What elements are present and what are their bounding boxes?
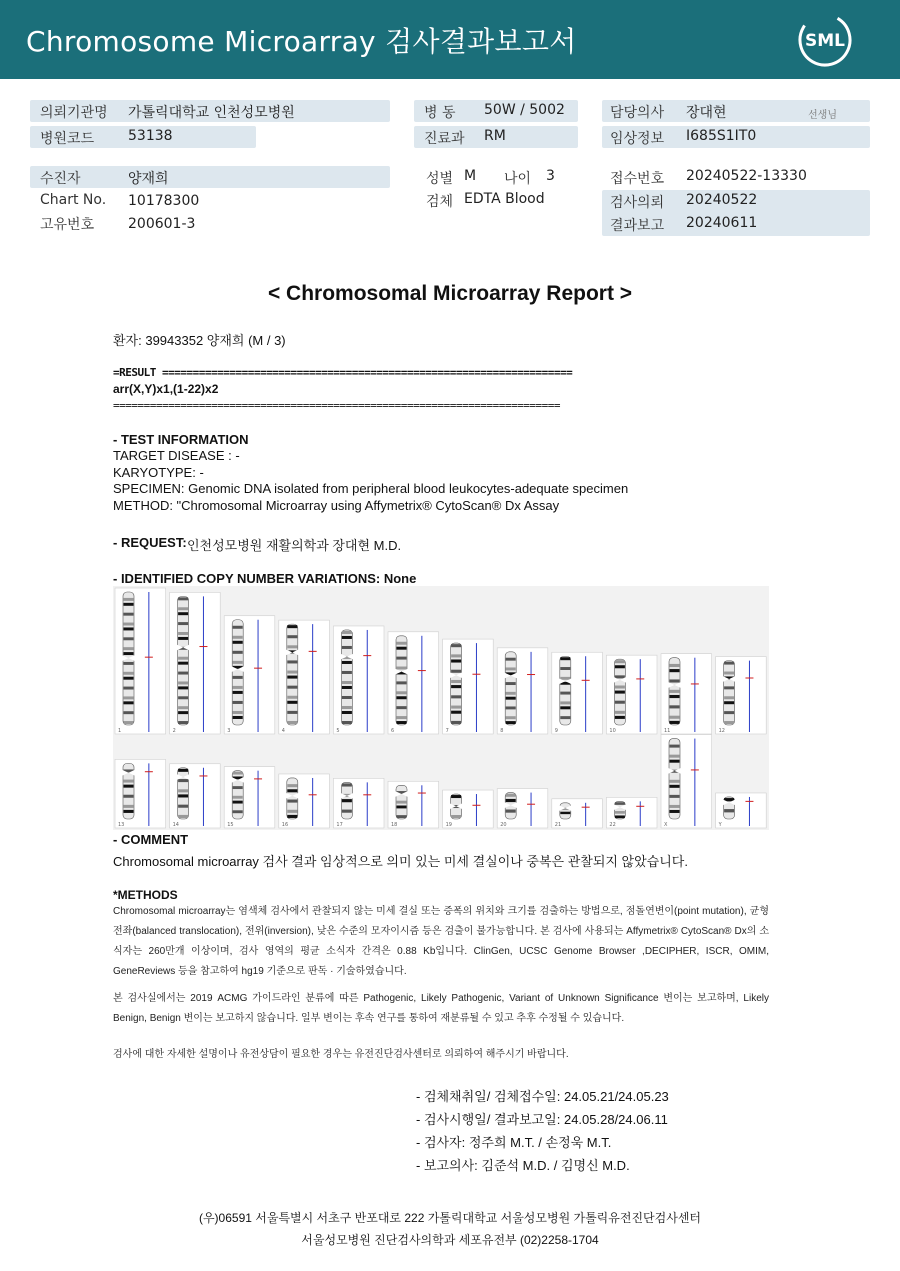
band bbox=[451, 706, 461, 709]
karyotype: KARYOTYPE: - bbox=[113, 465, 204, 480]
request-heading: - REQUEST: bbox=[113, 535, 187, 550]
band bbox=[397, 657, 407, 660]
band bbox=[178, 637, 188, 640]
band bbox=[670, 745, 680, 748]
test-info-heading: - TEST INFORMATION bbox=[113, 432, 249, 447]
chromosome-cell-13 bbox=[115, 759, 166, 828]
band bbox=[233, 686, 243, 689]
band bbox=[670, 760, 680, 763]
band bbox=[397, 716, 407, 719]
patient-value: 양재희 bbox=[128, 171, 169, 187]
band bbox=[615, 660, 625, 663]
band bbox=[287, 635, 297, 638]
band bbox=[233, 661, 243, 664]
chromosome-label: 8 bbox=[500, 728, 504, 734]
footer-address: (우)06591 서울특별시 서초구 반포대로 222 가톨릭대학교 서울성모병원 가톨릭유전진단검사센터 bbox=[198, 1211, 702, 1225]
clinical-label: 임상정보 bbox=[610, 131, 665, 147]
chromosome-cell-1 bbox=[115, 588, 166, 734]
sex-value: M bbox=[464, 168, 477, 184]
band bbox=[287, 701, 297, 704]
band bbox=[124, 637, 134, 640]
band bbox=[287, 671, 297, 674]
band bbox=[670, 721, 680, 724]
band bbox=[670, 669, 680, 672]
band bbox=[124, 627, 134, 630]
band bbox=[233, 651, 243, 654]
chromosome-label: 14 bbox=[172, 822, 179, 828]
band bbox=[287, 645, 297, 648]
band bbox=[451, 654, 461, 657]
band bbox=[178, 711, 188, 714]
band bbox=[397, 801, 407, 804]
chromosome-label: 15 bbox=[227, 822, 234, 828]
band bbox=[178, 696, 188, 699]
band bbox=[233, 711, 243, 714]
band bbox=[124, 652, 134, 655]
band bbox=[506, 658, 516, 661]
chromosome-label: 19 bbox=[445, 822, 452, 828]
band bbox=[670, 785, 680, 788]
band bbox=[287, 789, 297, 792]
institution-value: 가톨릭대학교 인천성모병원 bbox=[128, 105, 295, 121]
band bbox=[670, 716, 680, 719]
band bbox=[506, 716, 516, 719]
band bbox=[178, 632, 188, 635]
unique-label: 고유번호 bbox=[40, 217, 95, 233]
band bbox=[287, 660, 297, 663]
band bbox=[615, 716, 625, 719]
band bbox=[342, 783, 352, 786]
ward-label: 병 동 bbox=[424, 105, 456, 121]
chart-value: 10178300 bbox=[128, 193, 200, 209]
report-title: < Chromosomal Microarray Report > bbox=[267, 282, 633, 305]
band bbox=[233, 641, 243, 644]
chromosome-label: X bbox=[664, 822, 668, 828]
chromosome-label: 6 bbox=[391, 728, 395, 734]
band bbox=[560, 812, 570, 814]
band bbox=[178, 721, 188, 724]
chromosome-label: 17 bbox=[336, 822, 343, 828]
target-disease: TARGET DISEASE : - bbox=[113, 448, 240, 463]
band bbox=[287, 815, 297, 818]
band bbox=[670, 679, 680, 682]
patient-line: 환자: 39943352 양재희 (M / 3) bbox=[113, 333, 286, 348]
band bbox=[342, 810, 352, 813]
band bbox=[342, 706, 352, 709]
band bbox=[670, 755, 680, 758]
chromosome-label: Y bbox=[718, 822, 722, 828]
request-value: 20240522 bbox=[686, 192, 758, 208]
band bbox=[178, 597, 188, 600]
band bbox=[451, 695, 461, 698]
band bbox=[287, 696, 297, 699]
band bbox=[124, 810, 134, 813]
band bbox=[233, 676, 243, 679]
band bbox=[178, 706, 188, 709]
band bbox=[451, 644, 461, 647]
clinical-value: I685S1IT0 bbox=[686, 128, 757, 144]
band bbox=[615, 675, 625, 678]
chromosome-5 bbox=[341, 630, 352, 725]
sex-label: 성별 bbox=[426, 171, 454, 187]
band bbox=[506, 721, 516, 724]
band bbox=[560, 667, 570, 670]
chromosome-3 bbox=[232, 620, 243, 725]
band bbox=[724, 721, 734, 724]
band bbox=[724, 809, 734, 812]
band bbox=[233, 626, 243, 629]
band bbox=[233, 796, 243, 799]
request-value-text: 인천성모병원 재활의학과 장대현 M.D. bbox=[187, 538, 402, 553]
chromosome-cell-9 bbox=[552, 652, 603, 734]
band bbox=[178, 779, 188, 782]
chromosome-label: 2 bbox=[172, 728, 176, 734]
band bbox=[451, 795, 461, 798]
band bbox=[615, 711, 625, 714]
band bbox=[233, 701, 243, 704]
chromosome-cell-16 bbox=[279, 774, 330, 828]
band bbox=[233, 801, 243, 804]
unique-value: 200601-3 bbox=[128, 216, 196, 232]
hospital-code-value: 53138 bbox=[128, 128, 173, 144]
band bbox=[124, 623, 134, 626]
doctor-suffix: 선생님 bbox=[808, 110, 837, 121]
band bbox=[560, 692, 570, 695]
band bbox=[615, 802, 625, 805]
band bbox=[342, 696, 352, 699]
band bbox=[342, 681, 352, 684]
band bbox=[670, 664, 680, 667]
band bbox=[670, 780, 680, 783]
band bbox=[178, 769, 188, 772]
band bbox=[124, 805, 134, 808]
chromosome-label: 22 bbox=[609, 822, 616, 828]
chromosome-label: 7 bbox=[445, 728, 449, 734]
dept-value: RM bbox=[484, 128, 506, 144]
band bbox=[178, 686, 188, 689]
band bbox=[178, 681, 188, 684]
chromosome-12 bbox=[724, 661, 735, 725]
band bbox=[397, 681, 407, 684]
chromosome-label: 21 bbox=[554, 822, 562, 828]
band bbox=[342, 671, 352, 674]
reporting-doctor-line: - 보고의사: 김준석 M.D. / 김명신 M.D. bbox=[416, 1158, 630, 1173]
report-date-value: 20240611 bbox=[686, 215, 758, 231]
band bbox=[506, 794, 516, 797]
chromosome-cell-18 bbox=[388, 781, 439, 828]
band bbox=[506, 667, 516, 670]
band bbox=[506, 706, 516, 709]
band bbox=[233, 691, 243, 694]
dept-label: 진료과 bbox=[424, 131, 465, 147]
band bbox=[287, 676, 297, 679]
band bbox=[397, 647, 407, 650]
methods-heading: *METHODS bbox=[113, 888, 178, 902]
band bbox=[124, 647, 134, 650]
cnv-heading: - IDENTIFIED COPY NUMBER VARIATIONS: None bbox=[113, 571, 417, 586]
chromosome-label: 5 bbox=[336, 728, 340, 734]
band bbox=[560, 701, 570, 704]
chromosome-cell-Y bbox=[716, 793, 767, 828]
band bbox=[670, 805, 680, 808]
band bbox=[124, 603, 134, 606]
band bbox=[724, 701, 734, 704]
method-text: METHOD: "Chromosomal Microarray using Affymetrix® CytoScan® Dx Assay bbox=[113, 498, 560, 513]
band bbox=[287, 686, 297, 689]
band bbox=[397, 706, 407, 709]
chromosome-cell-3 bbox=[224, 616, 275, 734]
chromosome-cell-X bbox=[661, 735, 712, 828]
band bbox=[397, 721, 407, 724]
band bbox=[560, 716, 570, 719]
chromosome-cell-10 bbox=[606, 655, 657, 734]
band bbox=[670, 795, 680, 798]
chromosome-4 bbox=[287, 624, 298, 725]
chart-label: Chart No. bbox=[40, 192, 107, 208]
chromosome-label: 9 bbox=[554, 728, 558, 734]
chromosome-label: 12 bbox=[718, 728, 725, 734]
band bbox=[451, 680, 461, 683]
band bbox=[342, 646, 352, 649]
band bbox=[124, 785, 134, 788]
result-value: arr(X,Y)x1,(1-22)x2 bbox=[113, 382, 219, 396]
doctor-label: 담당의사 bbox=[610, 105, 665, 121]
institution-label: 의뢰기관명 bbox=[40, 105, 108, 121]
band bbox=[233, 636, 243, 639]
chromosome-2 bbox=[178, 596, 189, 725]
chromosome-label: 13 bbox=[118, 822, 125, 828]
report-date-label: 결과보고 bbox=[610, 218, 665, 234]
band bbox=[178, 607, 188, 610]
sml-logo-icon bbox=[798, 13, 852, 67]
band bbox=[124, 672, 134, 675]
band bbox=[287, 810, 297, 813]
chromosome-cell-12 bbox=[716, 657, 767, 734]
band bbox=[615, 685, 625, 688]
band bbox=[342, 799, 352, 802]
footer-contact: 서울성모병원 진단검사의학과 세포유전부 (02)2258-1704 bbox=[301, 1233, 599, 1247]
band bbox=[342, 686, 352, 689]
chromosome-label: 3 bbox=[227, 728, 231, 734]
band bbox=[342, 636, 352, 639]
band bbox=[615, 815, 625, 818]
comment-text: Chromosomal microarray 검사 결과 임상적으로 의미 있는 미세 결실이나 중복은 관찰되지 않았습니다. bbox=[113, 854, 688, 869]
band bbox=[233, 772, 243, 775]
band bbox=[233, 716, 243, 719]
methods-paragraph-2: 본 검사실에서는 2019 ACMG 가이드라인 분류에 따른 Pathogenic, Likely Pathogenic, Variant of Unknown Significance 변이는 보고하며, Likely Benign, Benign 변이는 보고하지 않습니다. 일부 변이는 후속 연구를 통하여 재분류될 수 있고 추후 수정될 수 있습니다. bbox=[113, 993, 769, 1024]
chromosome-cell-14 bbox=[170, 764, 221, 828]
band bbox=[397, 815, 407, 818]
band bbox=[724, 672, 734, 675]
band bbox=[124, 795, 134, 798]
patient-label: 수진자 bbox=[40, 171, 81, 187]
chromosome-label: 1 bbox=[118, 728, 122, 734]
band bbox=[342, 661, 352, 664]
comment-heading: - COMMENT bbox=[113, 832, 189, 847]
chromosome-cell-5 bbox=[333, 626, 384, 734]
band bbox=[615, 665, 625, 668]
chromosome-cell-15 bbox=[224, 767, 275, 828]
chromosome-label: 20 bbox=[500, 822, 507, 828]
band bbox=[233, 810, 243, 813]
specimen-label: 검체 bbox=[426, 194, 454, 210]
band bbox=[178, 612, 188, 615]
band bbox=[124, 613, 134, 616]
band bbox=[615, 701, 625, 704]
band bbox=[124, 780, 134, 783]
band bbox=[560, 677, 570, 680]
band bbox=[287, 721, 297, 724]
ward-value: 50W / 5002 bbox=[484, 102, 565, 118]
chromosome-label: 18 bbox=[391, 822, 398, 828]
chromosome-label: 10 bbox=[609, 728, 616, 734]
karyogram-svg bbox=[113, 586, 769, 830]
age-label: 나이 bbox=[504, 171, 532, 187]
receipt-value: 20240522-13330 bbox=[686, 168, 807, 184]
band bbox=[178, 657, 188, 660]
band bbox=[724, 696, 734, 699]
band bbox=[451, 711, 461, 714]
band bbox=[287, 711, 297, 714]
patient-box bbox=[30, 166, 390, 188]
band bbox=[506, 697, 516, 700]
methods-paragraph-1: Chromosomal microarray는 염색체 검사에서 관찰되지 않는 미세 결실 또는 증폭의 위치와 크기를 검출하는 방법으로, 점돌연변이(point mutation), 균형전좌(balanced translocation), 전위(inversion), 낮은 수준의 모자이시즘 등은 검출이 불가능합니다. 본 검사에 사용되는 Affymetrix® CytoScan® Dx의 소식자는 260만개 이상이며, 검사 영역의 평균 소식자 간격은 0.88 Kb입니다. ClinGen, UCSC Genome Browser ,DECIPHER, ISCR, OMIM, GeneReviews 등을 참고하여 hg19 기준으로 판독 · 기술하였습니다. bbox=[113, 906, 769, 977]
band bbox=[451, 685, 461, 688]
band bbox=[178, 662, 188, 665]
specimen-value: EDTA Blood bbox=[464, 191, 545, 207]
band bbox=[724, 711, 734, 714]
chromosome-cell-11 bbox=[661, 654, 712, 734]
chromosome-8 bbox=[505, 652, 516, 725]
band bbox=[124, 598, 134, 601]
band bbox=[451, 659, 461, 662]
band bbox=[615, 691, 625, 694]
chromosome-label: 11 bbox=[664, 728, 671, 734]
chromosome-panel bbox=[113, 586, 769, 830]
chromosome-cell-8 bbox=[497, 648, 548, 734]
band bbox=[124, 711, 134, 714]
band bbox=[506, 682, 516, 685]
band bbox=[287, 800, 297, 803]
band bbox=[506, 692, 516, 695]
band bbox=[124, 721, 134, 724]
band bbox=[124, 677, 134, 680]
band bbox=[506, 809, 516, 812]
chromosome-cell-4 bbox=[279, 620, 330, 734]
band bbox=[397, 806, 407, 809]
band bbox=[560, 706, 570, 709]
band bbox=[397, 642, 407, 645]
hospital-code-label: 병원코드 bbox=[40, 131, 95, 147]
band bbox=[124, 696, 134, 699]
band bbox=[451, 721, 461, 724]
chromosome-cell-17 bbox=[333, 778, 384, 828]
chromosome-cell-6 bbox=[388, 632, 439, 734]
band bbox=[124, 662, 134, 665]
band bbox=[397, 667, 407, 670]
band bbox=[451, 815, 461, 818]
band bbox=[178, 789, 188, 792]
band bbox=[178, 815, 188, 818]
band bbox=[287, 625, 297, 628]
header-banner bbox=[0, 0, 900, 79]
chromosome-9 bbox=[560, 656, 571, 725]
doctor-value: 장대현 bbox=[686, 105, 727, 121]
collection-date-line: - 검체채취일/ 검체접수일: 24.05.21/24.05.23 bbox=[416, 1089, 669, 1104]
band bbox=[124, 701, 134, 704]
band bbox=[615, 811, 625, 814]
band bbox=[342, 721, 352, 724]
result-divider: ========================================================================= bbox=[113, 399, 560, 412]
band bbox=[178, 805, 188, 808]
band bbox=[287, 784, 297, 787]
chromosome-cell-7 bbox=[443, 639, 494, 734]
methods-paragraph-3: 검사에 대한 자세한 설명이나 유전상담이 필요한 경우는 유전진단검사센터로 의뢰하여 해주시기 바랍니다. bbox=[113, 1049, 569, 1060]
band bbox=[724, 662, 734, 665]
chromosome-label: 4 bbox=[281, 728, 285, 734]
band bbox=[670, 705, 680, 708]
band bbox=[342, 711, 352, 714]
band bbox=[670, 690, 680, 693]
result-header: =RESULT =================================================================== bbox=[113, 366, 573, 379]
band bbox=[506, 799, 516, 802]
band bbox=[124, 687, 134, 690]
band bbox=[670, 695, 680, 698]
test-date-line: - 검사시행일/ 결과보고일: 24.05.28/24.06.11 bbox=[416, 1112, 668, 1127]
tester-line: - 검사자: 정주희 M.T. / 손정욱 M.T. bbox=[416, 1135, 612, 1150]
band bbox=[451, 670, 461, 673]
band bbox=[233, 786, 243, 789]
age-value: 3 bbox=[546, 168, 555, 184]
band bbox=[342, 631, 352, 634]
chromosome-21 bbox=[560, 803, 571, 819]
band bbox=[397, 691, 407, 694]
band bbox=[178, 622, 188, 625]
band bbox=[560, 657, 570, 660]
band bbox=[178, 794, 188, 797]
band bbox=[397, 696, 407, 699]
band bbox=[670, 810, 680, 813]
band bbox=[178, 672, 188, 675]
logo-text: SML bbox=[805, 31, 845, 51]
receipt-label: 접수번호 bbox=[610, 171, 665, 187]
specimen-text: SPECIMEN: Genomic DNA isolated from peripheral blood leukocytes-adequate specimen bbox=[113, 481, 629, 496]
request-label: 검사의뢰 bbox=[610, 195, 665, 211]
report-header-title: Chromosome Microarray 검사결과보고서 bbox=[26, 25, 577, 58]
chromosome-cell-2 bbox=[170, 592, 221, 734]
band bbox=[724, 686, 734, 689]
chromosome-label: 16 bbox=[281, 822, 289, 828]
